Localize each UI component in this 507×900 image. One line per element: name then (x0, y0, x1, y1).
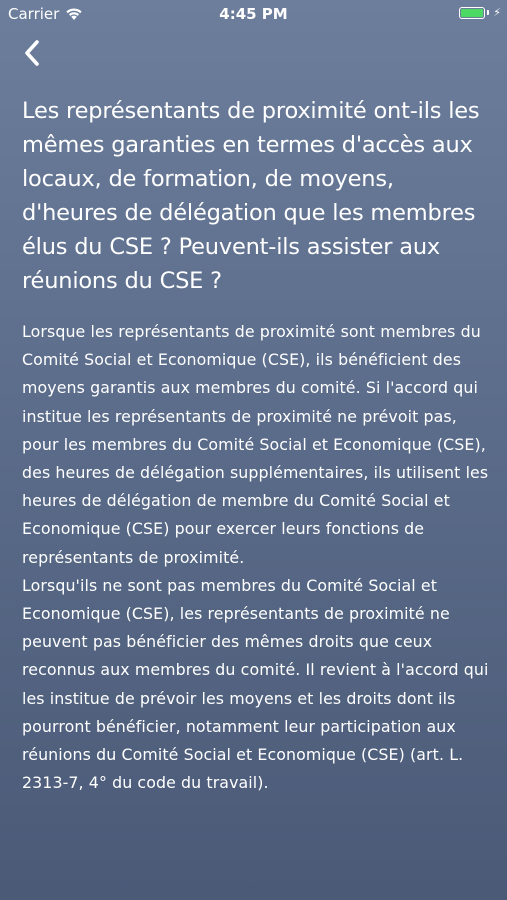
status-time: 4:45 PM (219, 5, 288, 23)
chevron-left-icon (18, 36, 50, 70)
answer-paragraph: Lorsqu'ils ne sont pas membres du Comité Social et Economique (CSE), les représentants de proximité ne peuvent pas bénéficier des mêmes droits que ceux reconnus aux membres du comité. Il revient à l'accord qui les institue de prévoir les moyens et les droits dont ils pourront bénéficier, notamment leur participation aux réunions du Comité Social et Economique (CSE) (art. L. 2313-7, 4° du code du travail). (22, 575, 489, 793)
battery-icon (459, 7, 485, 19)
question-title: Les représentants de proximité ont-ils les mêmes garanties en termes d'accès aux locaux, de formation, de moyens, d'heures de délégation que les membres élus du CSE ? Peuvent-ils assister aux réunions du CSE ? (22, 98, 480, 294)
battery-indicator (459, 6, 501, 19)
back-button[interactable] (18, 36, 50, 70)
battery-level (461, 9, 483, 17)
answer-paragraph: Lorsque les représentants de proximité sont membres du Comité Social et Economique (CSE), ils bénéficient des moyens garantis aux membres du comité. Si l'accord qui institue les représentants de proximité ne prévoit pas, pour les membres du Comité Social et Economique (CSE), des heures de délégation supplémentaires, ils utilisent les heures de délégation de membre du Comité Social et Economique (CSE) pour exercer leurs fonctions de représentants de proximité. (22, 322, 489, 567)
status-bar (0, 0, 507, 28)
carrier-label: Carrier (8, 5, 60, 23)
answer-body (22, 318, 492, 797)
battery-cap (487, 10, 489, 15)
charging-bolt-icon: ⚡ (493, 6, 501, 19)
